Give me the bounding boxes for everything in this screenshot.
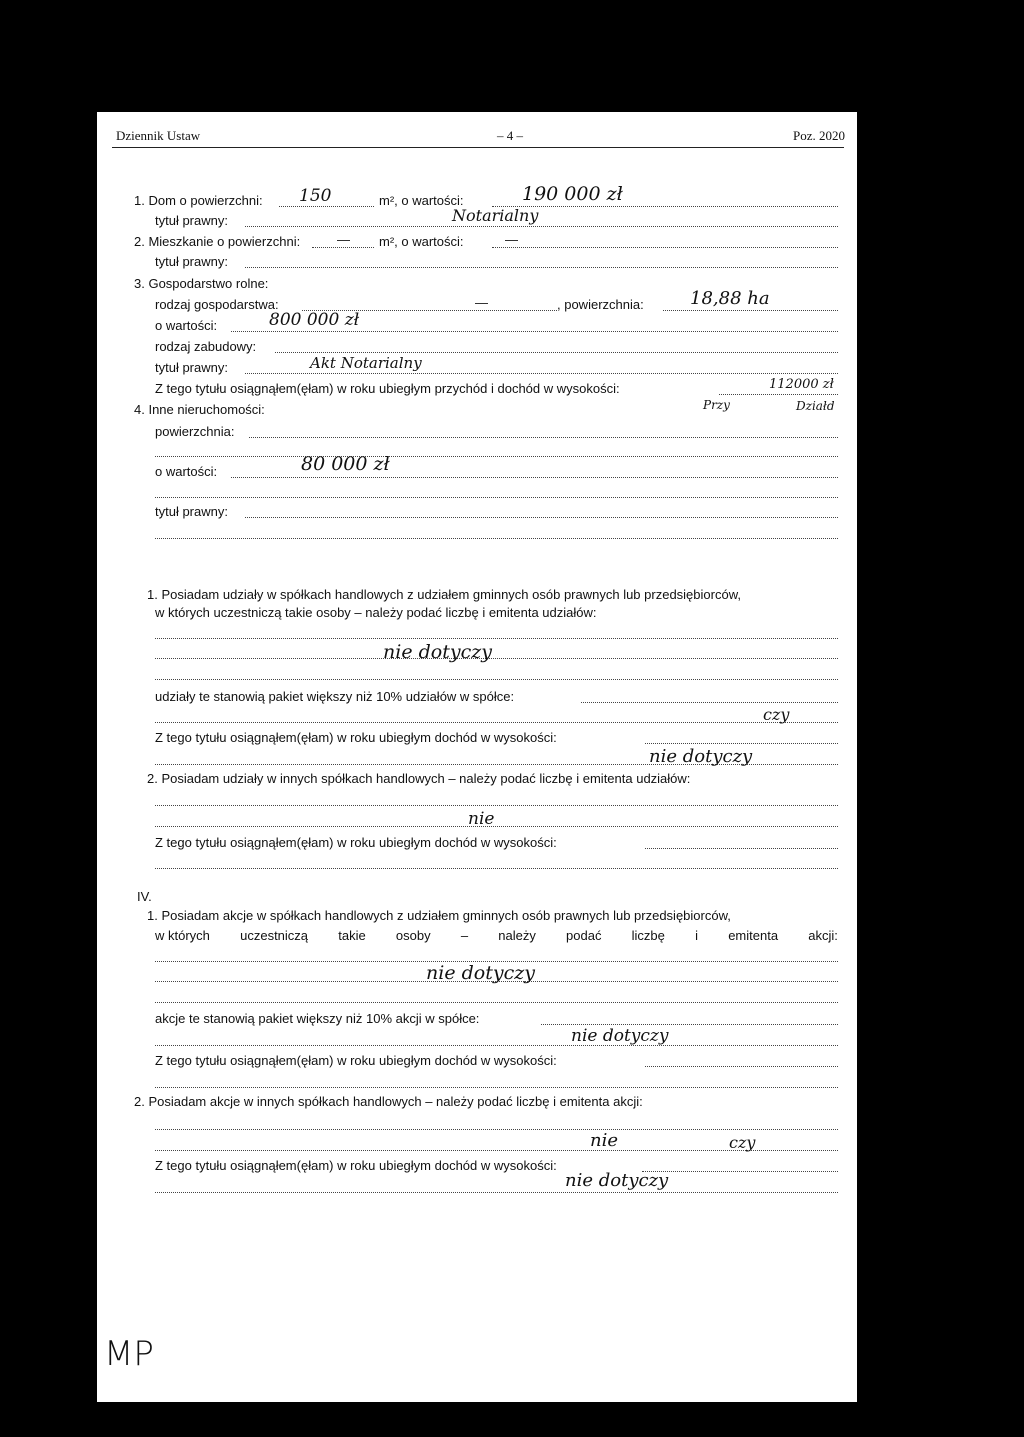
shares-1-pakiet-dots-2: [155, 722, 838, 723]
shares-1-dots-1: [155, 638, 838, 639]
stocks-1-pakiet-label: akcje te stanowią pakiet większy niż 10% akcji w spółce:: [155, 1011, 480, 1026]
stocks-2-answer-a: nie: [590, 1130, 619, 1151]
other-title-label: tytuł prawny:: [155, 504, 228, 519]
house-value-dots: [492, 206, 838, 207]
stocks-1-word: emitenta: [728, 928, 779, 943]
house-title-label: tytuł prawny:: [155, 213, 228, 228]
stocks-1-word: i: [695, 928, 698, 943]
house-area-value: 150: [299, 186, 332, 206]
farm-area-label: , powierzchnia:: [557, 297, 644, 312]
farm-buildings-dots: [275, 352, 838, 353]
stocks-1-word: liczbę: [631, 928, 665, 943]
shares-2-dots-1: [155, 805, 838, 806]
house-title-dots: [245, 226, 838, 227]
stocks-1-income-dots: [645, 1066, 838, 1067]
flat-title-label: tytuł prawny:: [155, 254, 228, 269]
shares-2-income-dots-2: [155, 868, 838, 869]
other-title-dots-2: [155, 538, 838, 539]
flat-value-dots: [492, 247, 838, 248]
shares-1-answer: nie dotyczy: [383, 641, 492, 663]
flat-title-dots: [245, 267, 838, 268]
shares-2-income-dots: [645, 848, 838, 849]
farm-type-value: —: [475, 295, 488, 310]
shares-1-line-1: 1. Posiadam udziały w spółkach handlowych z udziałem gminnych osób prawnych lub przedsiębiorców,: [147, 587, 741, 602]
shares-2-answer: nie: [468, 809, 495, 829]
farm-type-label: rodzaj gospodarstwa:: [155, 297, 279, 312]
stocks-1-word: –: [460, 928, 469, 943]
farm-buildings-label: rodzaj zabudowy:: [155, 339, 257, 354]
other-property-note-2: Działd: [796, 399, 835, 413]
other-value-dots-2: [155, 497, 838, 498]
other-property-note-1: Przy: [703, 398, 730, 412]
stocks-2-answer-b: czy: [729, 1133, 756, 1152]
farm-income-dots: [719, 394, 838, 395]
flat-value-label: m², o wartości:: [379, 234, 464, 249]
other-title-dots: [245, 517, 838, 518]
farm-income-label: Z tego tytułu osiągnąłem(ęłam) w roku ubiegłym przychód i dochód w wysokości:: [155, 381, 620, 396]
declaration-page: [97, 112, 857, 1402]
other-area-dots-2: [155, 456, 838, 457]
farm-value: 800 000 zł: [269, 310, 360, 330]
stocks-1-answer: nie dotyczy: [426, 962, 535, 984]
farm-heading: 3. Gospodarstwo rolne:: [134, 276, 269, 291]
stocks-1-word: akcji:: [808, 928, 838, 943]
stocks-1-pakiet-dots: [541, 1024, 838, 1025]
house-area-label: 1. Dom o powierzchni:: [134, 193, 263, 208]
shares-1-pakiet-dots: [581, 702, 838, 703]
shares-1-dots-2: [155, 658, 838, 659]
farm-income: 112000 zł: [769, 377, 834, 392]
shares-1-income-dots: [645, 743, 838, 744]
shares-1-pakiet-answer: czy: [763, 705, 790, 724]
farm-title-label: tytuł prawny:: [155, 360, 228, 375]
signature-initials: MP: [104, 1334, 154, 1374]
stocks-1-income-dots-2: [155, 1087, 838, 1088]
other-value: 80 000 zł: [301, 453, 390, 475]
stocks-2-income-dots: [642, 1171, 838, 1172]
stocks-2-line: 2. Posiadam akcje w innych spółkach handlowych – należy podać liczbę i emitenta akcji:: [134, 1094, 643, 1109]
other-area-label: powierzchnia:: [155, 424, 235, 439]
house-area-dots: [279, 206, 374, 207]
stocks-1-word: uczestniczą: [240, 928, 309, 943]
shares-1-dots-3: [155, 679, 838, 680]
page-number: – 4 –: [497, 128, 523, 143]
shares-1-pakiet-label: udziały te stanowią pakiet większy niż 10% udziałów w spółce:: [155, 689, 515, 704]
flat-area-value: —: [337, 232, 350, 247]
other-value-dots: [231, 477, 838, 478]
house-value: 190 000 zł: [522, 183, 623, 205]
shares-2-line: 2. Posiadam udziały w innych spółkach handlowych – należy podać liczbę i emitenta udziałów:: [147, 771, 691, 786]
house-value-label: m², o wartości:: [379, 193, 464, 208]
stocks-1-word: takie: [338, 928, 366, 943]
stocks-1-line-1: 1. Posiadam akcje w spółkach handlowych z udziałem gminnych osób prawnych lub przedsiębiorców,: [147, 908, 731, 923]
stocks-2-income-label: Z tego tytułu osiągnąłem(ęłam) w roku ubiegłym dochód w wysokości:: [155, 1158, 557, 1173]
shares-2-income-label: Z tego tytułu osiągnąłem(ęłam) w roku ubiegłym dochód w wysokości:: [155, 835, 557, 850]
farm-value-dots: [231, 331, 838, 332]
shares-1-line-2: w których uczestniczą takie osoby – należy podać liczbę i emitenta udziałów:: [155, 605, 597, 620]
stocks-1-line-2: [155, 928, 838, 943]
other-value-label: o wartości:: [155, 464, 218, 479]
stocks-2-income-dots-2: [155, 1192, 838, 1193]
stocks-1-pakiet-dots-2: [155, 1045, 838, 1046]
farm-title: Akt Notarialny: [310, 354, 422, 372]
stocks-2-income-answer: nie dotyczy: [565, 1170, 669, 1191]
shares-1-income-label: Z tego tytułu osiągnąłem(ęłam) w roku ubiegłym dochód w wysokości:: [155, 730, 557, 745]
journal-title: Dziennik Ustaw: [116, 128, 201, 143]
farm-area-dots: [663, 310, 838, 311]
section-iv-heading: IV.: [137, 889, 152, 904]
stocks-1-word: należy: [498, 928, 536, 943]
other-property-label: 4. Inne nieruchomości:: [134, 402, 265, 417]
other-area-dots: [249, 437, 838, 438]
farm-area-value: 18,88 ha: [690, 288, 770, 309]
flat-value: —: [505, 232, 518, 247]
stocks-1-word: osoby: [395, 928, 431, 943]
shares-1-income-answer: nie dotyczy: [649, 746, 753, 767]
stocks-1-pakiet-answer: nie dotyczy: [571, 1026, 669, 1046]
position-number: Poz. 2020: [793, 128, 845, 143]
stocks-1-word: w których: [155, 928, 210, 943]
stocks-1-dots-3: [155, 1002, 838, 1003]
shares-2-dots-2: [155, 826, 838, 827]
stocks-2-dots-1: [155, 1129, 838, 1130]
stocks-1-income-label: Z tego tytułu osiągnąłem(ęłam) w roku ubiegłym dochód w wysokości:: [155, 1053, 557, 1068]
flat-area-dots: [312, 247, 374, 248]
header-rule: [112, 147, 844, 148]
flat-area-label: 2. Mieszkanie o powierzchni:: [134, 234, 301, 249]
farm-title-dots: [245, 373, 838, 374]
stocks-1-word: podać: [566, 928, 602, 943]
house-title: Notarialny: [452, 206, 539, 225]
farm-value-label: o wartości:: [155, 318, 218, 333]
